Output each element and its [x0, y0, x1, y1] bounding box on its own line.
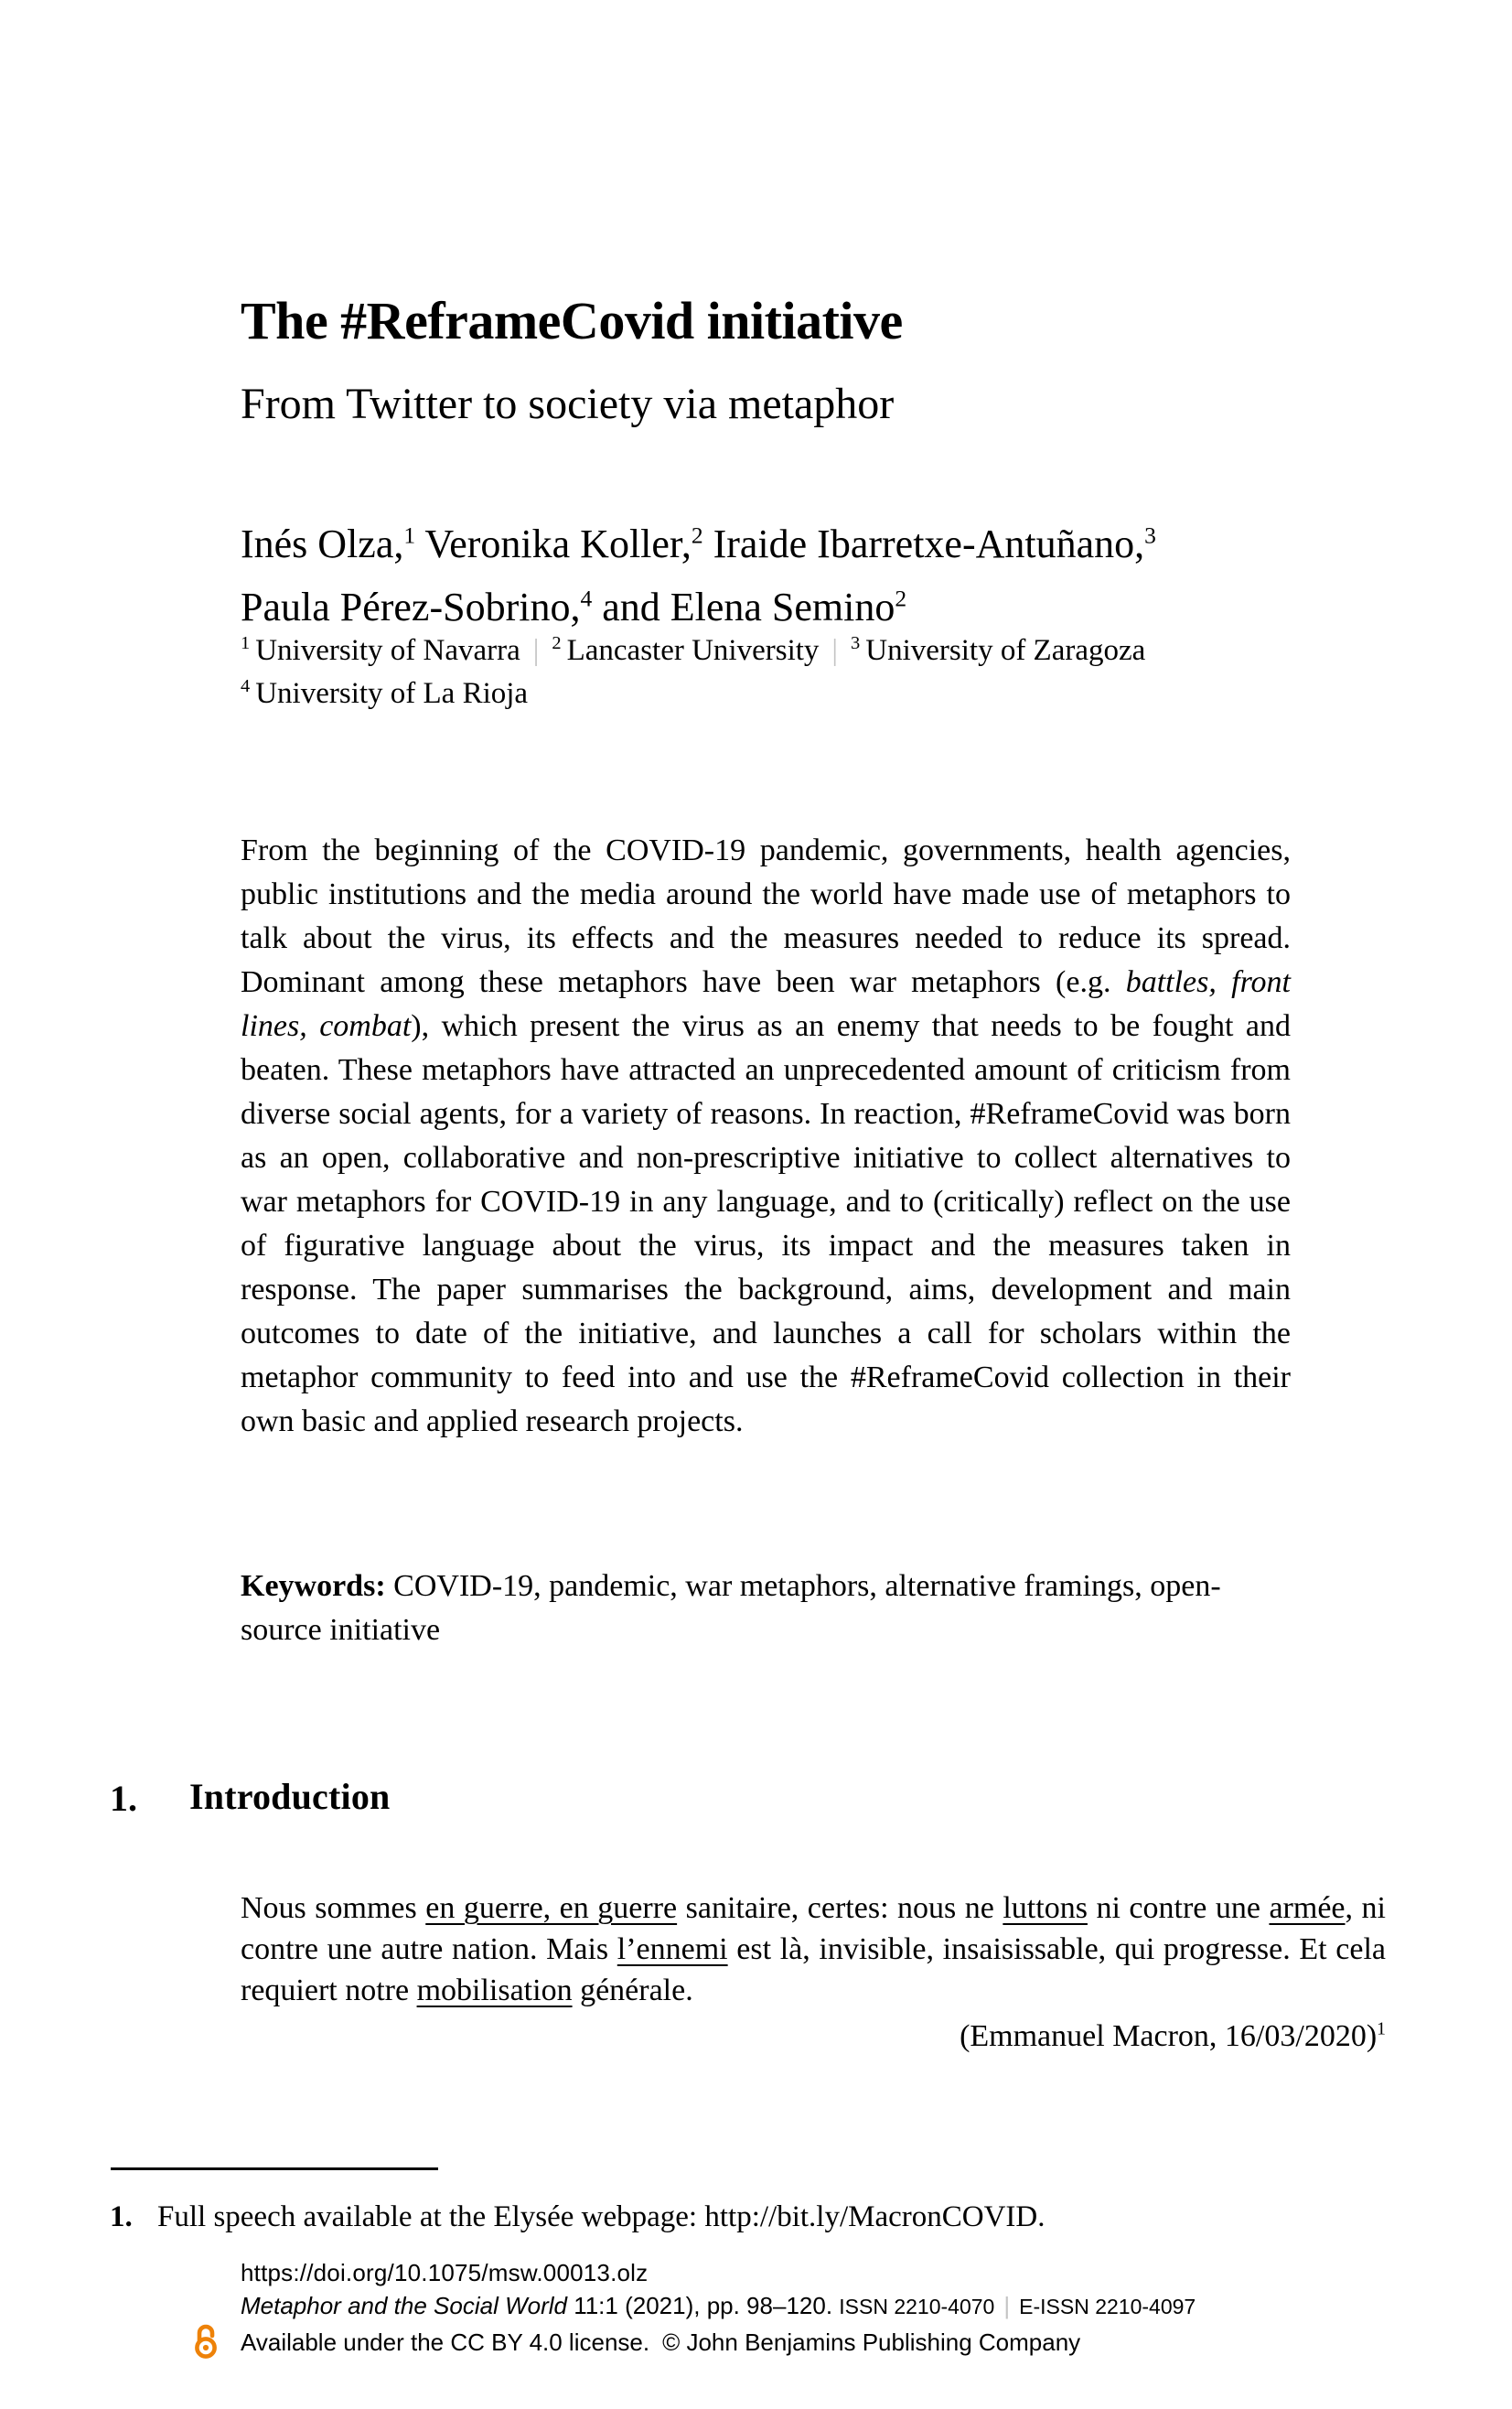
author-line-1: [241, 512, 1156, 575]
quote-text: générale.: [572, 1973, 693, 2007]
affiliation-name: University of Navarra: [255, 634, 520, 667]
quote-text: sanitaire, certes: nous ne: [677, 1891, 1003, 1925]
journal-title: Metaphor and the Social World: [241, 2292, 567, 2319]
quote-text: ni contre une: [1087, 1891, 1270, 1925]
keywords-block: [241, 1565, 1291, 1652]
footnote-body: Full speech available at the Elysée webpage:: [157, 2200, 705, 2233]
journal-citation-line: [241, 2292, 1196, 2320]
article-title: The #ReframeCovid initiative: [241, 291, 903, 350]
quote-text: Nous sommes: [241, 1891, 426, 1925]
abstract-text: From the beginning of the COVID-19 pandemic, governments, health agencies, public institutions and the media around the world have made use of metaphors to talk about the virus, its effects and the measures needed to reduce its spread. Dominant among these metaphors have been war metaphors (e.g.: [241, 833, 1291, 999]
quote-attribution: [241, 2018, 1386, 2053]
affiliation-name: Lancaster University: [566, 634, 820, 667]
copyright-text: © John Benjamins Publishing Company: [662, 2328, 1081, 2356]
section-number: 1.: [110, 1778, 137, 1819]
quote-underlined-text: armée: [1269, 1891, 1346, 1925]
journal-eissn: E-ISSN 2210-4097: [1019, 2295, 1196, 2318]
footnote-url-link[interactable]: http://bit.ly/MacronCOVID: [704, 2200, 1038, 2233]
affiliation-number: 4: [241, 676, 251, 696]
footnote-ref: 1: [1377, 2018, 1386, 2039]
affiliation-number: 1: [241, 633, 251, 653]
affiliation-number: 3: [851, 633, 861, 653]
license-text: Available under the CC BY 4.0 license.: [241, 2328, 650, 2356]
quote-underlined-text: en guerre, en guerre: [425, 1891, 678, 1925]
journal-issn: ISSN 2210-4070: [839, 2295, 995, 2318]
open-access-icon: [192, 2322, 220, 2360]
footnote-text: [157, 2202, 1401, 2232]
footnote-period: .: [1037, 2200, 1046, 2233]
attribution-text: (Emmanuel Macron, 16/03/2020): [960, 2019, 1378, 2053]
affiliation-list: [241, 629, 1145, 715]
license-line: [241, 2328, 1080, 2357]
author-affiliation-ref: 3: [1144, 522, 1156, 549]
quote-underlined-text: l’ennemi: [617, 1932, 728, 1966]
author-affiliation-ref: 4: [580, 585, 593, 612]
author-list: [241, 512, 1156, 639]
quote-underlined-text: mobilisation: [416, 1973, 573, 2007]
keywords-text: COVID-19, pandemic, war metaphors, alternative framings, open-source initiative: [241, 1569, 1221, 1647]
author-name: and Elena Semino: [592, 585, 895, 629]
abstract-italic-examples: battles, front lines, combat: [241, 965, 1291, 1043]
footer-divider: |: [1003, 2292, 1011, 2319]
abstract-text: ), which present the virus as an enemy that needs to be fought and beaten. These metaphors have attracted an unprecedented amount of criticism from diverse social agents, for a variety of reasons. In reaction, #ReframeCovid was born as an open, collaborative and non-prescriptive initiative to collect alternatives to war metaphors for COVID-19 in any language, and to (critically) reflect on the use of figurative language about the virus, its impact and the measures taken in response. The paper summarises the background, aims, development and main outcomes to date of the initiative, and launches a call for scholars within the metaphor community to feed into and use the #ReframeCovid collection in their own basic and applied research projects.: [241, 1009, 1292, 1438]
quote-underlined-text: luttons: [1003, 1891, 1088, 1925]
article-subtitle: From Twitter to society via metaphor: [241, 380, 895, 428]
quote-text: est là, invisible, insaisissable, qui progresse. Et cela requiert notre: [241, 1932, 1386, 2007]
author-name: Inés Olza,: [241, 522, 404, 566]
author-name: Paula Pérez-Sobrino,: [241, 585, 581, 629]
epigraph-quote: [241, 1887, 1386, 2011]
author-name: Veronika Koller,: [415, 522, 692, 566]
section-heading-introduction: Introduction: [189, 1776, 391, 1817]
doi-link[interactable]: https://doi.org/10.1075/msw.00013.olz: [241, 2259, 649, 2286]
affiliation-number: 2: [552, 633, 562, 653]
affiliation-line-2: [241, 672, 1145, 715]
author-affiliation-ref: 2: [691, 522, 703, 549]
affiliation-line-1: [241, 629, 1145, 672]
quote-text: , ni contre une autre nation. Mais: [241, 1891, 1386, 1966]
abstract-paragraph: [241, 829, 1291, 1444]
keywords-label: Keywords:: [241, 1569, 386, 1603]
affiliation-divider: |: [831, 634, 839, 667]
affiliation-name: University of Zaragoza: [865, 634, 1146, 667]
affiliation-name: University of La Rioja: [255, 677, 529, 710]
affiliation-divider: |: [532, 634, 540, 667]
author-affiliation-ref: 1: [403, 522, 416, 549]
journal-issue-info: 11:1 (2021), pp. 98–120.: [566, 2292, 840, 2319]
footnote-separator-rule: [111, 2167, 438, 2170]
footnote-marker: 1.: [110, 2200, 133, 2233]
author-name: Iraide Ibarretxe-Antuñano,: [702, 522, 1145, 566]
author-affiliation-ref: 2: [895, 585, 907, 612]
